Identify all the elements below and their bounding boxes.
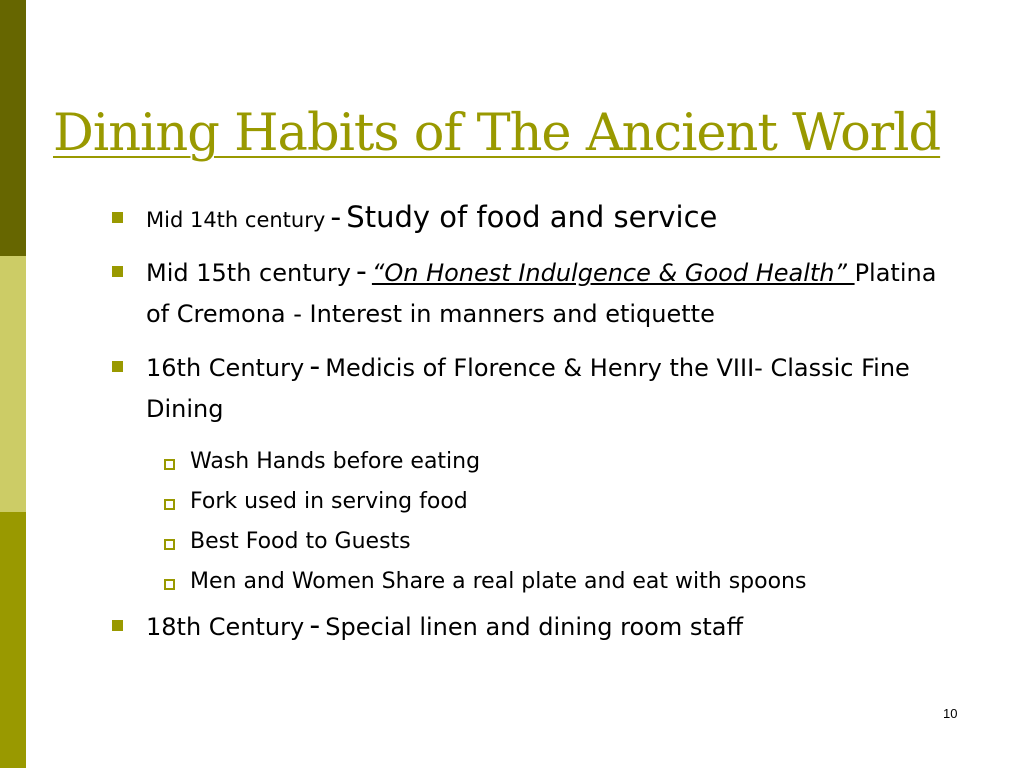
bullet-dash: - [355, 254, 367, 289]
sub-bullet-item [112, 442, 952, 482]
sub-bullet-list [112, 442, 952, 602]
bullet-lead: Mid 15th century [146, 259, 351, 287]
bullet-item [112, 198, 952, 241]
hollow-square-bullet-icon [164, 579, 175, 590]
bullet-dash: - [309, 349, 321, 384]
hollow-square-bullet-icon [164, 459, 175, 470]
square-bullet-icon [112, 361, 123, 372]
slide-title: Dining Habits of The Ancient World [53, 104, 941, 163]
sub-bullet-item [112, 522, 952, 562]
decorative-bar-bottom [0, 512, 26, 768]
bullet-lead: 18th Century [146, 613, 305, 641]
bullet-text: Special linen and dining room staff [325, 613, 743, 641]
bullet-item [112, 606, 952, 649]
hollow-square-bullet-icon [164, 499, 175, 510]
decorative-bar-top [0, 0, 26, 256]
bullet-dash: - [309, 608, 321, 643]
square-bullet-icon [112, 212, 123, 223]
sub-bullet-text: Best Food to Guests [190, 529, 411, 554]
bullet-item [112, 347, 952, 431]
sub-bullet-text: Men and Women Share a real plate and eat with spoons [190, 569, 807, 594]
bullet-text: Medicis of Florence & Henry the VIII- Classic Fine Dining [146, 354, 910, 423]
sub-bullet-item [112, 562, 952, 602]
sub-bullet-text: Wash Hands before eating [190, 449, 481, 474]
bullet-text: Platina of Cremona - Interest in manners and etiquette [146, 259, 937, 328]
page-number: 10 [943, 706, 958, 721]
slide-body [112, 198, 952, 660]
decorative-bar-middle [0, 256, 26, 512]
bullet-text: Study of food and service [346, 200, 718, 234]
bullet-lead: 16th Century [146, 354, 305, 382]
sub-bullet-item [112, 482, 952, 522]
bullet-item [112, 252, 952, 336]
square-bullet-icon [112, 266, 123, 277]
bullet-lead: Mid 14th century [146, 208, 326, 232]
bullet-dash: - [330, 200, 342, 235]
hollow-square-bullet-icon [164, 539, 175, 550]
sub-bullet-text: Fork used in serving food [190, 489, 468, 514]
book-title: “On Honest Indulgence & Good Health” [371, 259, 855, 287]
square-bullet-icon [112, 620, 123, 631]
